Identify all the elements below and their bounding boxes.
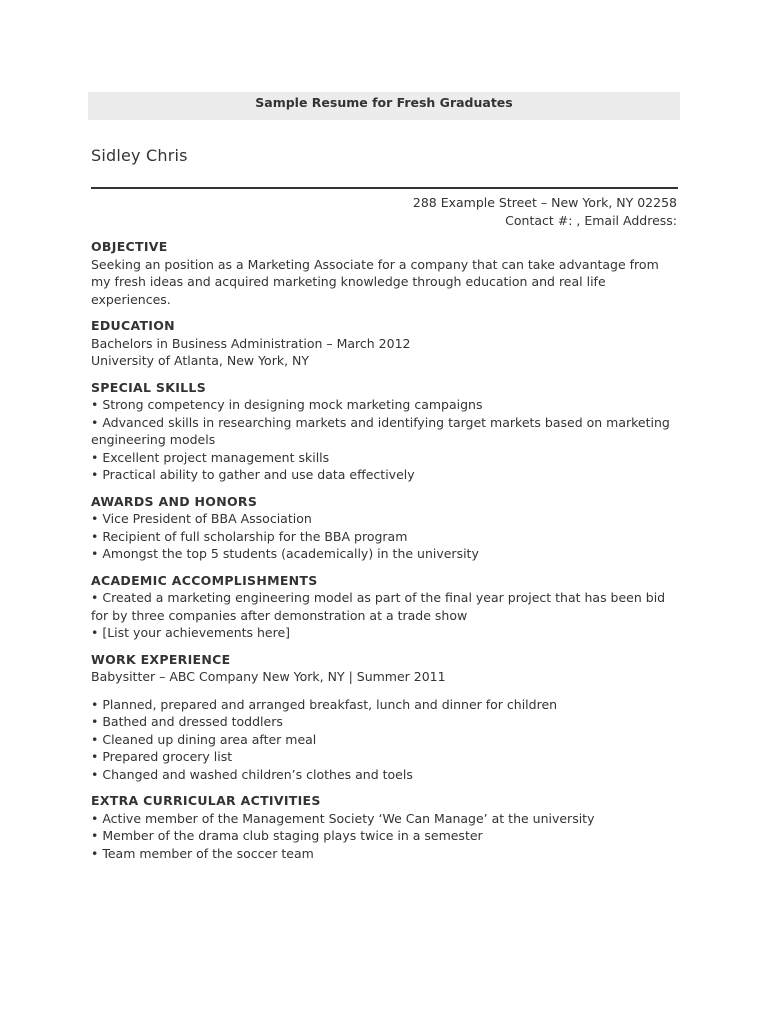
work-heading: WORK EXPERIENCE — [91, 651, 231, 667]
list-item: • Amongst the top 5 students (academically) in the university — [91, 546, 479, 561]
list-item: • Excellent project management skills — [91, 449, 330, 465]
objective-text: Seeking an position as a Marketing Associate for a company that can take advantage from my fresh ideas and acquired marketing knowledge through education and real life experiences. — [91, 256, 659, 307]
list-item: • Recipient of full scholarship for the BBA program — [91, 528, 408, 544]
contact-block — [413, 194, 677, 230]
resume-body — [91, 238, 681, 871]
list-item: • Changed and washed children’s clothes and toels — [91, 766, 413, 782]
extra-section — [91, 792, 681, 862]
academic-heading: ACADEMIC ACCOMPLISHMENTS — [91, 572, 318, 588]
work-spacer — [91, 686, 681, 696]
list-item: • Member of the drama club staging plays twice in a semester — [91, 828, 483, 843]
list-item: • [List your achievements here] — [91, 625, 291, 640]
work-section — [91, 651, 681, 784]
objective-section — [91, 238, 681, 308]
header-divider — [91, 187, 678, 189]
extra-list — [91, 810, 681, 863]
list-item: • Active member of the Management Society ‘We Can Manage’ at the university — [91, 810, 595, 826]
list-item: • Strong competency in designing mock marketing campaigns — [91, 397, 483, 412]
academic-list — [91, 589, 681, 642]
list-item: • Vice President of BBA Association — [91, 511, 312, 526]
academic-section — [91, 572, 681, 642]
education-heading: EDUCATION — [91, 318, 175, 333]
list-item: • Cleaned up dining area after meal — [91, 731, 317, 747]
list-item: • Advanced skills in researching markets and identifying target markets based on marketing engineering models — [91, 414, 670, 447]
education-section — [91, 317, 681, 370]
work-position: Babysitter – ABC Company New York, NY | Summer 2011 — [91, 669, 446, 684]
university-line: University of Atlanta, New York, NY — [91, 353, 310, 368]
awards-section — [91, 493, 681, 563]
list-item: • Planned, prepared and arranged breakfast, lunch and dinner for children — [91, 696, 558, 712]
list-item: • Team member of the soccer team — [91, 845, 314, 861]
skills-heading: SPECIAL SKILLS — [91, 379, 206, 395]
list-item: • Prepared grocery list — [91, 749, 233, 764]
degree-line: Bachelors in Business Administration – March 2012 — [91, 335, 411, 351]
candidate-name: Sidley Chris — [91, 146, 188, 165]
extra-heading: EXTRA CURRICULAR ACTIVITIES — [91, 793, 321, 808]
work-duties-list — [91, 696, 681, 784]
awards-heading: AWARDS AND HONORS — [91, 493, 258, 509]
skills-section — [91, 379, 681, 484]
list-item: • Practical ability to gather and use data effectively — [91, 467, 415, 482]
awards-list — [91, 510, 681, 563]
skills-list — [91, 396, 681, 484]
objective-heading: OBJECTIVE — [91, 239, 168, 254]
list-item: • Created a marketing engineering model as part of the final year project that has been bid for by three companies after demonstration at a trade show — [91, 590, 666, 623]
contact-line: Contact #: , Email Address: — [505, 213, 677, 228]
list-item: • Bathed and dressed toddlers — [91, 714, 283, 729]
address-line: 288 Example Street – New York, NY 02258 — [412, 195, 677, 210]
document-title: Sample Resume for Fresh Graduates — [88, 92, 680, 120]
